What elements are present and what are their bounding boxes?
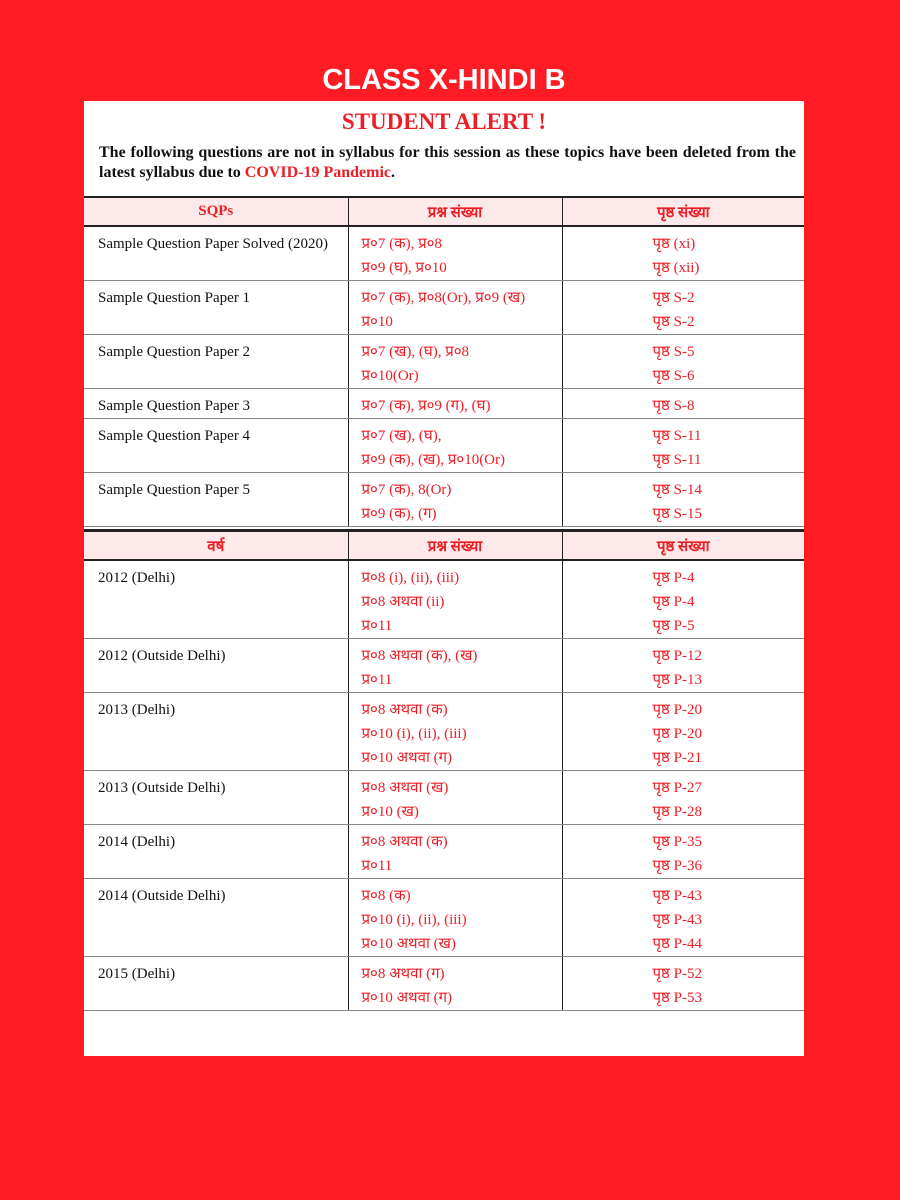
question-ref: प्र०8 (क) — [361, 888, 411, 904]
page-cell — [562, 226, 804, 281]
question-cell — [348, 771, 562, 825]
question-cell — [348, 879, 562, 957]
page-cell — [562, 957, 804, 1011]
question-ref: प्र०8 अथवा (ख) — [361, 780, 449, 796]
paper-cell: 2014 (Delhi) — [84, 825, 348, 879]
table-row — [84, 419, 804, 473]
header-page-number: पृष्ठ संख्या — [562, 197, 804, 226]
page-ref: पृष्ठ S-11 — [652, 428, 702, 444]
table-row — [84, 335, 804, 389]
question-ref: प्र०8 अथवा (ii) — [361, 594, 445, 610]
page-ref: पृष्ठ P-53 — [652, 990, 702, 1006]
page-ref: पृष्ठ P-35 — [652, 834, 702, 850]
header-year: वर्ष — [84, 531, 348, 560]
paper-cell: Sample Question Paper Solved (2020) — [84, 226, 348, 281]
page-ref: पृष्ठ (xii) — [652, 260, 700, 276]
page-cell — [562, 639, 804, 693]
covid-highlight: COVID-19 Pandemic — [244, 164, 392, 181]
question-cell — [348, 560, 562, 639]
table-row — [84, 957, 804, 1011]
header-page-number: पृष्ठ संख्या — [562, 531, 804, 560]
question-ref: प्र०11 — [361, 672, 393, 688]
question-cell — [348, 825, 562, 879]
paper-cell: 2015 (Delhi) — [84, 957, 348, 1011]
table-row — [84, 693, 804, 771]
intro-paragraph — [99, 143, 796, 183]
content-panel — [84, 101, 804, 1056]
question-ref: प्र०11 — [361, 618, 393, 634]
table-row — [84, 879, 804, 957]
question-ref: प्र०9 (क), (ख), प्र०10(Or) — [361, 452, 506, 468]
page-cell — [562, 771, 804, 825]
page-ref: पृष्ठ S-2 — [652, 290, 695, 306]
student-alert-heading: STUDENT ALERT ! — [341, 109, 547, 134]
table-row — [84, 560, 804, 639]
question-cell — [348, 419, 562, 473]
table-row — [84, 389, 804, 419]
page-ref: पृष्ठ S-15 — [652, 506, 702, 522]
question-ref: प्र०10 अथवा (ख) — [361, 936, 456, 952]
page-ref: पृष्ठ S-8 — [652, 398, 695, 414]
page-ref: पृष्ठ P-12 — [652, 648, 702, 664]
paper-cell: Sample Question Paper 1 — [84, 281, 348, 335]
question-ref: प्र०8 अथवा (ग) — [361, 966, 445, 982]
page-ref: पृष्ठ S-11 — [652, 452, 702, 468]
question-ref: प्र०9 (घ), प्र०10 — [361, 260, 447, 276]
paper-cell: Sample Question Paper 3 — [84, 389, 348, 419]
page-ref: पृष्ठ P-4 — [652, 570, 695, 586]
page-ref: पृष्ठ P-43 — [652, 912, 702, 928]
page-ref: पृष्ठ P-4 — [652, 594, 695, 610]
page-ref: पृष्ठ P-36 — [652, 858, 702, 874]
page-ref: पृष्ठ (xi) — [652, 236, 696, 252]
paper-cell: 2012 (Outside Delhi) — [84, 639, 348, 693]
question-cell — [348, 639, 562, 693]
page-cell — [562, 879, 804, 957]
paper-cell: 2012 (Delhi) — [84, 560, 348, 639]
paper-cell: Sample Question Paper 2 — [84, 335, 348, 389]
question-ref: प्र०10(Or) — [361, 368, 419, 384]
question-cell — [348, 389, 562, 419]
page-ref: पृष्ठ P-44 — [652, 936, 702, 952]
paper-cell: 2013 (Outside Delhi) — [84, 771, 348, 825]
question-ref: प्र०10 — [361, 314, 393, 330]
question-cell — [348, 281, 562, 335]
question-ref: प्र०7 (क), प्र०9 (ग), (घ) — [361, 398, 491, 414]
question-cell — [348, 473, 562, 527]
question-cell — [348, 226, 562, 281]
question-ref: प्र०7 (क), प्र०8(Or), प्र०9 (ख) — [361, 290, 526, 306]
header-sqps: SQPs — [84, 197, 348, 226]
question-ref: प्र०7 (क), 8(Or) — [361, 482, 452, 498]
page-ref: पृष्ठ P-20 — [652, 726, 702, 742]
page-ref: पृष्ठ P-20 — [652, 702, 702, 718]
page-ref: पृष्ठ S-5 — [652, 344, 695, 360]
question-ref: प्र०8 अथवा (क) — [361, 702, 448, 718]
page-ref: पृष्ठ P-5 — [652, 618, 695, 634]
header-question-number: प्रश्न संख्या — [348, 197, 562, 226]
question-ref: प्र०10 अथवा (ग) — [361, 750, 453, 766]
question-cell — [348, 957, 562, 1011]
table-row — [84, 639, 804, 693]
page-cell — [562, 560, 804, 639]
question-ref: प्र०9 (क), (ग) — [361, 506, 437, 522]
page-cell — [562, 281, 804, 335]
page-ref: पृष्ठ P-43 — [652, 888, 702, 904]
page-cell — [562, 335, 804, 389]
page-ref: पृष्ठ P-13 — [652, 672, 702, 688]
paper-cell: 2013 (Delhi) — [84, 693, 348, 771]
page-ref: पृष्ठ S-14 — [652, 482, 702, 498]
paper-cell: 2014 (Outside Delhi) — [84, 879, 348, 957]
intro-text: The following questions are not in syllabus for this session as these topics have been deleted from the latest syllabus due to — [99, 144, 796, 181]
question-ref: प्र०7 (ख), (घ), प्र०8 — [361, 344, 470, 360]
question-ref: प्र०10 (i), (ii), (iii) — [361, 912, 467, 928]
page-ref: पृष्ठ P-28 — [652, 804, 702, 820]
page-cell — [562, 473, 804, 527]
page-ref: पृष्ठ S-6 — [652, 368, 695, 384]
table-row — [84, 771, 804, 825]
question-ref: प्र०11 — [361, 858, 393, 874]
page-cell — [562, 419, 804, 473]
question-ref: प्र०10 (ख) — [361, 804, 419, 820]
question-cell — [348, 335, 562, 389]
question-ref: प्र०10 (i), (ii), (iii) — [361, 726, 467, 742]
question-ref: प्र०8 (i), (ii), (iii) — [361, 570, 460, 586]
sqp-table — [84, 196, 804, 527]
page-ref: पृष्ठ P-21 — [652, 750, 702, 766]
page-cell — [562, 693, 804, 771]
page-cell — [562, 825, 804, 879]
page-ref: पृष्ठ S-2 — [652, 314, 695, 330]
intro-end: . — [391, 164, 396, 181]
table-row — [84, 473, 804, 527]
question-ref: प्र०10 अथवा (ग) — [361, 990, 453, 1006]
page-ref: पृष्ठ P-27 — [652, 780, 702, 796]
question-cell — [348, 693, 562, 771]
question-ref: प्र०8 अथवा (क), (ख) — [361, 648, 478, 664]
table-row — [84, 226, 804, 281]
question-ref: प्र०7 (ख), (घ), — [361, 428, 442, 444]
table-row — [84, 825, 804, 879]
header-question-number: प्रश्न संख्या — [348, 531, 562, 560]
question-ref: प्र०7 (क), प्र०8 — [361, 236, 442, 252]
question-ref: प्र०8 अथवा (क) — [361, 834, 448, 850]
table-row — [84, 281, 804, 335]
year-table — [84, 530, 804, 1011]
paper-cell: Sample Question Paper 4 — [84, 419, 348, 473]
paper-cell: Sample Question Paper 5 — [84, 473, 348, 527]
page-title: CLASS X-HINDI B — [322, 64, 566, 96]
page-ref: पृष्ठ P-52 — [652, 966, 702, 982]
page-cell — [562, 389, 804, 419]
